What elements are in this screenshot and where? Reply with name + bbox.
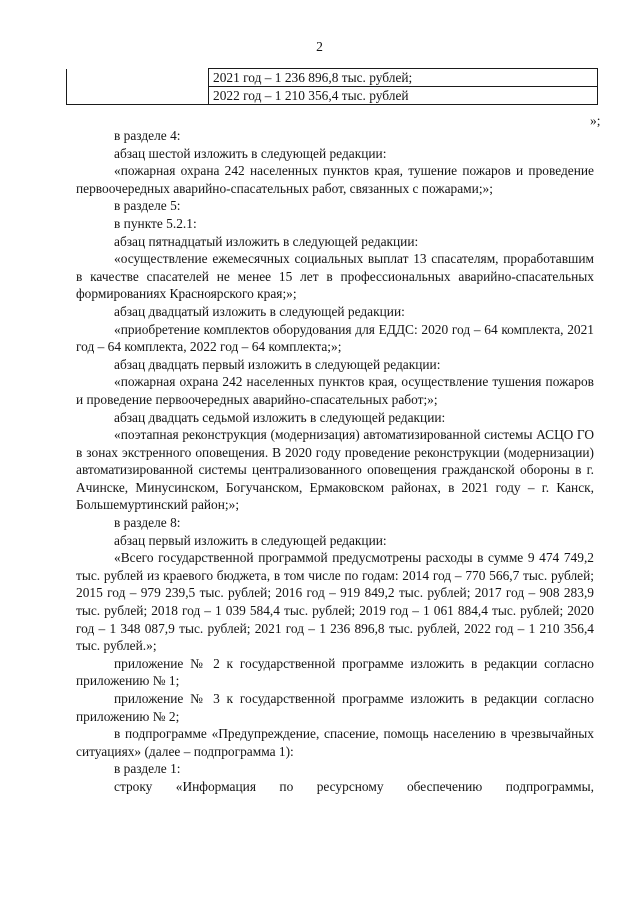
paragraph-appendix-3: приложение № 3 к государственной программе изложить в редакции согласно приложению № 2;	[76, 691, 594, 724]
paragraph-section-4: в разделе 4:	[114, 128, 181, 143]
paragraph-quote-program-expenses: «Всего государственной программой предусмотрены расходы в сумме 9 474 749,2 тыс. рублей из краевого бюджета, в том числе по годам: 2014 год – 770 566,7 тыс. рублей; 2015 год – 979 239,5 тыс. рублей; 2016 год – 919 849,2 тыс. рублей; 2017 год – 908 283,9 тыс. рублей; 2018 год – 1 039 584,4 тыс. рублей; 2019 год – 1 061 884,4 тыс. рублей; 2020 год – 1 348 087,9 тыс. рублей; 2021 год – 1 236 896,8 тыс. рублей, 2022 год – 1 210 356,4 тыс. рублей.»;	[76, 550, 594, 654]
paragraph-quote-social-payments: «осуществление ежемесячных социальных выплат 13 спасателям, проработавшим в качестве спасателей не менее 15 лет в профессиональных аварийно-спасательных формированиях Красноярского края;»;	[76, 251, 594, 302]
paragraph-section-8: в разделе 8:	[114, 515, 181, 531]
table-row	[67, 69, 598, 87]
paragraph-point-5-2-1: в пункте 5.2.1:	[114, 215, 197, 231]
paragraph-row-resource-info: строку «Информация по ресурсному обеспечению подпрограммы,	[114, 778, 594, 794]
table-empty-cell	[67, 69, 209, 105]
page-number: 2	[316, 39, 323, 54]
paragraph-quote-edds-equipment: «приобретение комплектов оборудования для ЕДДС: 2020 год – 64 комплекта, 2021 год – 64 комплекта, 2022 год – 64 комплекта;»;	[76, 321, 594, 355]
table-cell-2022: 2022 год – 1 210 356,4 тыс. рублей	[209, 87, 598, 105]
paragraph-appendix-2: приложение № 2 к государственной программе изложить в редакции согласно приложению № 1;	[76, 655, 594, 689]
paragraph-abzac-27: абзац двадцать седьмой изложить в следующей редакции:	[114, 409, 446, 425]
paragraph-abzac-21: абзац двадцать первый изложить в следующей редакции:	[114, 356, 441, 372]
paragraph-abzac-15: абзац пятнадцатый изложить в следующей редакции:	[114, 233, 419, 249]
paragraph-subprogram-1: в подпрограмме «Предупреждение, спасение, помощь населению в чрезвычайных ситуациях» (далее – подпрограмма 1):	[76, 726, 594, 759]
paragraph-section-5: в разделе 5:	[114, 198, 181, 214]
paragraph-section-1: в разделе 1:	[114, 761, 181, 777]
table-cell-2021: 2021 год – 1 236 896,8 тыс. рублей;	[209, 69, 598, 87]
paragraph-abzac-6: абзац шестой изложить в следующей редакции:	[114, 145, 387, 161]
budget-table-fragment	[66, 68, 598, 105]
paragraph-quote-asco-reconstruction: «поэтапная реконструкция (модернизация) автоматизированной системы АСЦО ГО в зонах экстренного оповещения. В 2020 году проведение реконструкции (модернизации) автоматизированной системы централизованного оповещения гражданской обороны в г. Ачинске, Минусинском, Богучанском, Ермаковском районах, в 2021 году – г. Канск, Большемуртинский район;»;	[76, 427, 594, 513]
paragraph-abzac-20: абзац двадцатый изложить в следующей редакции:	[114, 303, 405, 319]
paragraph-quote-fire-protection: «пожарная охрана 242 населенных пунктов края, тушение пожаров и проведение первоочередных аварийно-спасательных работ, связанных с пожарами;»;	[76, 163, 594, 196]
table-closing-quote: »;	[590, 113, 601, 128]
paragraph-abzac-1: абзац первый изложить в следующей редакции:	[114, 532, 387, 548]
document-body	[76, 127, 594, 796]
paragraph-quote-fire-extinguishing: «пожарная охрана 242 населенных пунктов края, осуществление тушения пожаров и проведение первоочередных аварийно-спасательных работ;»;	[76, 374, 594, 407]
